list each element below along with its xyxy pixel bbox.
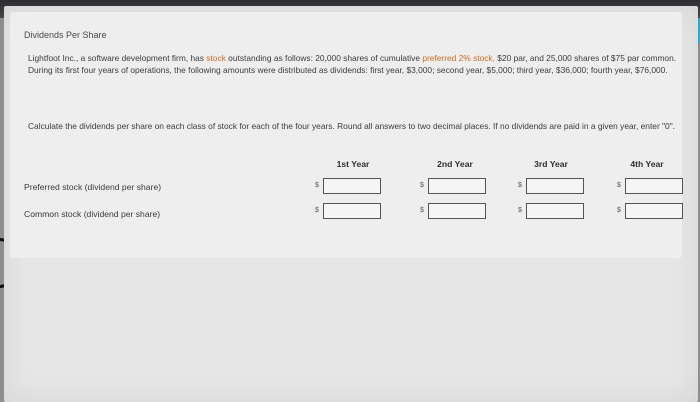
column-header-year-3: 3rd Year bbox=[534, 159, 568, 169]
currency-symbol: $ bbox=[518, 182, 522, 189]
currency-symbol: $ bbox=[617, 182, 621, 189]
common-year-2-input[interactable] bbox=[428, 203, 486, 219]
column-header-year-4: 4th Year bbox=[630, 159, 664, 169]
question-panel bbox=[10, 12, 682, 258]
currency-symbol: $ bbox=[315, 182, 319, 189]
common-year-3-input[interactable] bbox=[526, 203, 584, 219]
stock-term-link[interactable]: stock bbox=[206, 53, 226, 63]
instructions-text: Calculate the dividends per share on each class of stock for each of the four years. Round all answers to two decimal places. If no dividends are paid in a given year, enter "0". bbox=[28, 121, 675, 131]
column-header-year-1: 1st Year bbox=[336, 159, 370, 169]
row-label-common: Common stock (dividend per share) bbox=[24, 209, 161, 219]
preferred-stock-term-link[interactable]: preferred 2% stock, bbox=[422, 53, 495, 63]
currency-symbol: $ bbox=[315, 207, 319, 214]
preferred-year-2-input[interactable] bbox=[428, 178, 486, 194]
preferred-year-4-input[interactable] bbox=[625, 178, 683, 194]
preferred-year-3-input[interactable] bbox=[526, 178, 584, 194]
common-year-4-input[interactable] bbox=[625, 203, 683, 219]
question-heading: Dividends Per Share bbox=[24, 30, 107, 40]
column-header-year-2: 2nd Year bbox=[437, 159, 473, 169]
currency-symbol: $ bbox=[518, 207, 522, 214]
currency-symbol: $ bbox=[617, 207, 621, 214]
intro-text-1: Lightfoot Inc., a software development firm, has bbox=[28, 53, 207, 63]
problem-statement bbox=[28, 52, 678, 76]
currency-symbol: $ bbox=[420, 182, 424, 189]
preferred-year-1-input[interactable] bbox=[323, 178, 381, 194]
common-year-1-input[interactable] bbox=[323, 203, 381, 219]
row-label-preferred: Preferred stock (dividend per share) bbox=[24, 182, 162, 192]
currency-symbol: $ bbox=[420, 207, 424, 214]
intro-text-3: $20 par, and 25,000 shares of $75 par common. During its first four years of operations, the following amounts were distributed as dividends: first year, $3,000; second year, $5,000; third year, $36,000; fourth year, $76,000. bbox=[28, 53, 677, 75]
intro-text-2: outstanding as follows: 20,000 shares of cumulative bbox=[225, 53, 423, 63]
